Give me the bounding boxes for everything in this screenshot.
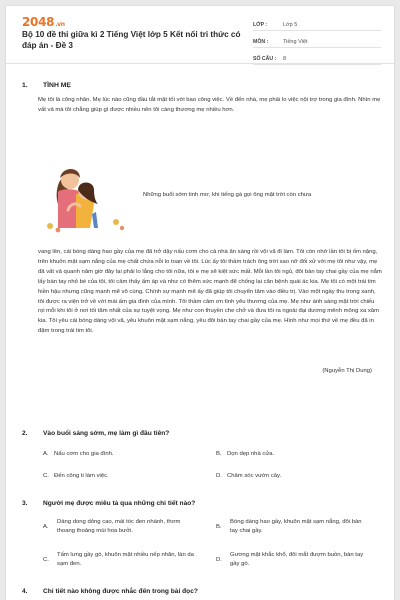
question-text: Chi tiết nào không được nhắc đến trong bài đọc? [43, 588, 198, 595]
document-title: Bộ 10 đề thi giữa kì 2 Tiếng Việt lớp 5 Kết nối tri thức có đáp án - Đề 3 [22, 30, 241, 50]
option-text: Gương mặt khắc khổ, đôi mắt đượm buồn, bàn tay gầy gò. [230, 552, 364, 568]
answer-option-d[interactable] [216, 551, 367, 569]
meta-subject [253, 34, 381, 48]
option-text: Dọn dẹp nhà cửa. [227, 451, 275, 457]
document-header [6, 6, 394, 64]
passage-paragraph-2: vang lên, cái bóng dáng hao gầy của mẹ đã trở dậy nấu cơm cho cả nhà ăn sáng rồi vội vã đi làm. Tôi còn nhớ lần tôi bị ốm nặng, trên khuôn mặt sạm nắng của mẹ chất chứa nỗi lo toan về tôi. Lúc ấy tôi thầm trách ông trời sao nỡ đối xử với mẹ tôi như vậy, mẹ đã vất vả quanh năm giờ đây lại phải lo lắng cho tôi nữa, tôi e mẹ sẽ kiệt sức mất. Mỗi lần tôi ngủ, đôi bàn tay chai gầy của mẹ nắm lấy bàn tay nhỏ bé của tôi, tôi cảm thấy ấm áp và như có thêm sức mạnh để chống lại căn bệnh quái ác kia. Mẹ tôi có một trái tim hiền hậu nhưng cũng mạnh mẽ vô cùng. Chính sự mạnh mẽ ấy đã giúp tôi chuyển tâm vào điều trị. Vào một ngày thu trong xanh, tôi được ra viện trở về với mái ấm gia đình của mình. Tôi thầm cảm ơn tình yêu thương của mẹ. Mẹ như ánh sáng mặt trời chiếu rọi mỗi khi tôi ở nơi tối tăm nhất của sự tuyệt vọng. Mẹ như con thuyền che chở và đưa tôi ra ngoài đại dương mênh mông xa xăm kia. Tôi yêu cái bóng dáng vội vã, yêu khuôn mặt sạm nắng, yêu đôi bàn tay chai gầy của mẹ. Hình như mọi thứ về mẹ đều đã in đậm trong trái tim tôi. [38, 249, 382, 335]
site-logo[interactable]: 2048.vn [22, 15, 65, 29]
section-heading [22, 82, 382, 89]
question-text: Vào buổi sáng sớm, mẹ làm gì đầu tiên? [43, 430, 170, 437]
answer-option-d[interactable] [216, 472, 367, 481]
question-number: 3. [22, 500, 28, 507]
option-text: Đến công ti làm việc. [54, 473, 109, 479]
option-text: Nấu cơm cho gia đình. [54, 451, 114, 457]
question-number: 4. [22, 588, 28, 595]
option-letter: B. [216, 451, 222, 457]
option-text: Bóng dáng hao gầy, khuôn mặt sạm nắng, đôi bàn tay chai gầy. [230, 519, 362, 535]
mother-child-illustration [36, 156, 128, 236]
question-number: 2. [22, 430, 28, 437]
section-title: TÌNH MẸ [43, 82, 71, 89]
meta-class [253, 17, 381, 31]
option-letter: D. [216, 473, 222, 479]
meta-value: Lớp 5 [283, 22, 298, 28]
meta-key: MÔN : [253, 39, 269, 45]
option-text: Dáng dong dỏng cao, mái tóc đen nhánh, thơm thoang thoảng mùi hoa bưởi. [57, 519, 181, 535]
document-page [6, 6, 394, 600]
option-text: Tấm lưng gầy gò, khuôn mặt nhiều nếp nhăn, làn da sạm đen. [57, 552, 194, 568]
section-number: 1. [22, 82, 28, 89]
option-letter: B. [216, 523, 222, 530]
question-3 [22, 500, 382, 507]
passage-paragraph-2-start: Những buổi sớm tinh mơ, khi tiếng gà gọi ông mặt trời còn chưa [143, 192, 312, 198]
option-letter: A. [43, 451, 49, 457]
option-text: Chăm sóc vườn cây. [227, 473, 282, 479]
answer-option-a[interactable] [43, 518, 194, 536]
option-letter: C. [43, 473, 49, 479]
passage-author: (Nguyễn Thị Dung) [322, 368, 372, 374]
option-letter: A. [43, 523, 49, 530]
meta-value: Tiếng Việt [283, 39, 308, 45]
passage-paragraph-1: Mẹ tôi là công nhân. Mẹ lúc nào cũng đầu tắt mặt tối với bao công việc. Về đến nhà, mẹ phải lo việc nội trợ trong gia đình. Nhìn mẹ vất vả mà tôi chẳng giúp gì được nhiều nên tôi càng thương mẹ nhiều hơn. [38, 97, 381, 113]
meta-value: 8 [283, 56, 287, 62]
question-2 [22, 430, 382, 437]
answer-option-a[interactable] [43, 450, 194, 459]
answer-option-b[interactable] [216, 518, 367, 536]
meta-key: LỚP : [253, 22, 268, 28]
meta-question-count [253, 51, 381, 65]
answer-option-c[interactable] [43, 551, 194, 569]
question-text: Người mẹ được miêu tả qua những chi tiết nào? [43, 500, 196, 507]
option-letter: C. [43, 556, 49, 563]
option-letter: D. [216, 556, 222, 563]
answer-option-b[interactable] [216, 450, 367, 459]
meta-key: SỐ CÂU : [253, 56, 277, 62]
question-4 [22, 588, 382, 595]
document-meta [253, 17, 381, 68]
answer-option-c[interactable] [43, 472, 194, 481]
